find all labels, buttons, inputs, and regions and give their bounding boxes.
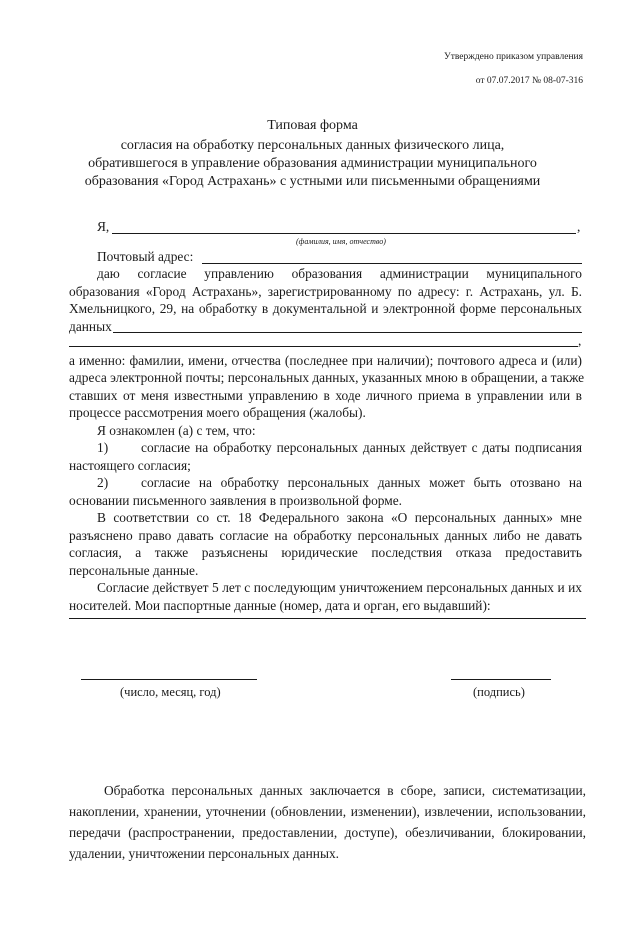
postal-label: Почтовый адрес: [97,249,194,264]
postal-address-field[interactable] [202,263,582,264]
form-subtitle-line-3: образования «Город Астрахань» с устными или письменными обращениями [84,174,541,189]
date-caption: (число, месяц, год) [120,685,221,699]
data-label: данных [69,319,112,334]
item-2-line-1: согласие на обработку персональных данных может быть отозвано на [141,475,582,490]
date-field[interactable] [81,679,257,680]
consent-line-3: Хмельницкого, 29, на обработку в документальной и электронной форме персональных [69,301,582,316]
acquainted-label: Я ознакомлен (а) с тем, что: [97,423,256,438]
namely-line-4: процессе рассмотрения моего обращения (жалобы). [69,405,366,420]
approval-line-1: Утверждено приказом управления [443,52,583,62]
signature-caption: (подпись) [473,685,525,699]
data-field-2[interactable] [69,346,578,347]
footer-line-3: передачи (распространении, предоставлении, доступе), обезличивании, блокировании, [69,825,586,840]
namely-line-2: адреса электронной почты; персональных данных, указанных мною в обращении, а также [69,370,585,385]
law-line-3: согласия, а также разъяснены юридические последствия отказа предоставить [69,545,582,560]
law-line-2: разъяснено право давать согласие на обработку персональных данных либо не давать [69,528,582,543]
footer-line-1: Обработка персональных данных заключается в сборе, записи, систематизации, [104,783,586,798]
name-caption: (фамилия, имя, отчество) [296,237,386,246]
validity-line-1: Согласие действует 5 лет с последующим уничтожением персональных данных и их [97,580,582,595]
namely-line-3: ставших от меня известными управлению в ходе личного приема в управлении или в [69,388,582,403]
footer-line-2: накоплении, хранении, уточнении (обновлении, изменении), извлечении, использовании, [69,804,586,819]
form-subtitle-line-2: обратившегося в управление образования администрации муниципального [88,156,537,171]
passport-data-field[interactable] [69,618,586,619]
form-title: Типовая форма [267,118,358,133]
form-subtitle-line-1: согласия на обработку персональных данных физического лица, [120,138,505,153]
item-1-line-1: согласие на обработку персональных данных действует с даты подписания [141,440,582,455]
validity-line-2: носителей. Мои паспортные данные (номер, дата и орган, его выдавший): [69,598,491,613]
footer-line-4: удалении, уничтожении персональных данных. [69,846,340,861]
i-trailing-comma: , [577,219,581,234]
full-name-field[interactable] [112,233,576,234]
item-1-line-2: настоящего согласия; [69,458,191,473]
namely-line-1: а именно: фамилии, имени, отчества (последнее при наличии); почтового адреса и (или) [69,353,582,368]
i-label: Я, [97,219,110,234]
consent-line-1: даю согласие управлению образования администрации муниципального [97,266,582,281]
item-2-line-2: основании письменного заявления в произвольной форме. [69,493,403,508]
data-field-1[interactable] [113,332,582,333]
law-line-4: персональные данные. [69,563,199,578]
data-trailing-comma: , [578,333,582,348]
law-line-1: В соответствии со ст. 18 Федерального закона «О персональных данных» мне [97,510,582,525]
item-2-number: 2) [97,475,109,490]
consent-line-2: образования «Город Астрахань», зарегистрированному по адресу: г. Астрахань, ул. Б. [69,284,582,299]
item-1-number: 1) [97,440,109,455]
signature-field[interactable] [451,679,551,680]
approval-line-2: от 07.07.2017 № 08-07-316 [475,76,583,86]
